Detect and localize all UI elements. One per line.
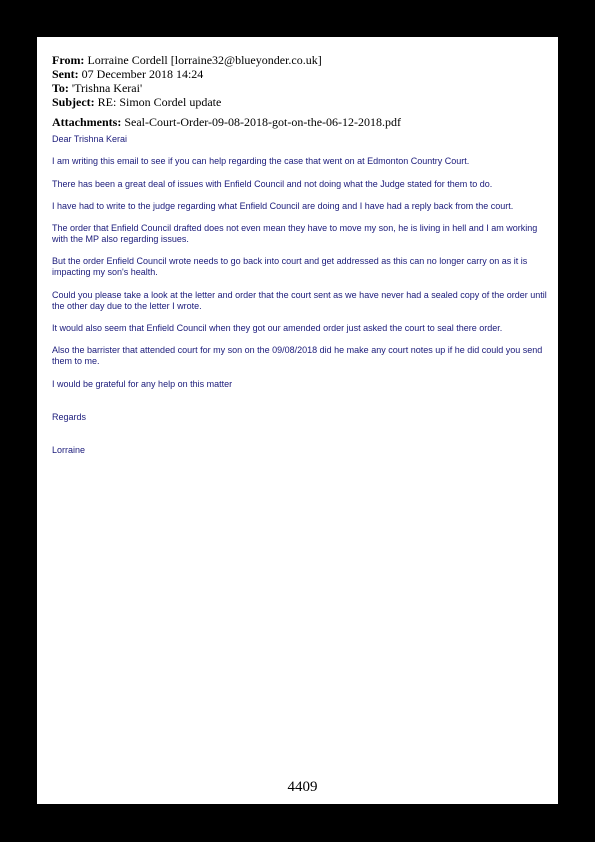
body-paragraph: The order that Enfield Council drafted does not even mean they have to move my son, he is living in hell and I am working with the MP also regarding issues. <box>52 223 538 245</box>
attachments-label: Attachments: <box>52 115 122 129</box>
attachments-row <box>52 115 552 129</box>
body-paragraph: Also the barrister that attended court for my son on the 09/08/2018 did he make any court notes up if he did could you send them to me. <box>52 345 543 367</box>
subject-value: RE: Simon Cordel update <box>97 95 222 109</box>
to-row <box>52 81 552 95</box>
closing: Regards <box>52 411 87 422</box>
to-label: To: <box>52 81 69 95</box>
subject-label: Subject: <box>52 95 95 109</box>
attachment-filename[interactable]: Seal-Court-Order-09-08-2018-got-on-the-06-12-2018.pdf <box>124 115 402 129</box>
email-header <box>52 53 552 129</box>
body-paragraph: I have had to write to the judge regarding what Enfield Council are doing and I have had a reply back from the court. <box>52 200 514 211</box>
from-label: From: <box>52 53 85 67</box>
email-body <box>52 134 547 467</box>
body-paragraph: There has been a great deal of issues with Enfield Council and not doing what the Judge stated for them to do. <box>52 178 493 189</box>
page-number: 4409 <box>287 779 318 795</box>
sent-value: 07 December 2018 14:24 <box>81 67 204 81</box>
greeting: Dear Trishna Kerai <box>52 134 128 144</box>
document-page <box>37 37 558 804</box>
body-paragraph: I am writing this email to see if you can help regarding the case that went on at Edmonton Country Court. <box>52 156 470 167</box>
sent-row <box>52 67 552 81</box>
body-paragraph: But the order Enfield Council wrote needs to go back into court and get addressed as this can no longer carry on as it is impacting my son's health. <box>52 256 528 278</box>
from-value: Lorraine Cordell [lorraine32@blueyonder.co.uk] <box>87 53 322 67</box>
sent-label: Sent: <box>52 67 79 81</box>
body-paragraph: I would be grateful for any help on this matter <box>52 378 233 389</box>
signature: Lorraine <box>52 444 86 455</box>
subject-row <box>52 95 552 109</box>
body-paragraph: Could you please take a look at the letter and order that the court sent as we have never had a sealed copy of the order until the other day due to the letter I wrote. <box>52 289 547 311</box>
from-row <box>52 53 552 67</box>
body-paragraph: It would also seem that Enfield Council when they got our amended order just asked the court to seal there order. <box>52 323 503 334</box>
to-value: 'Trishna Kerai' <box>71 81 143 95</box>
